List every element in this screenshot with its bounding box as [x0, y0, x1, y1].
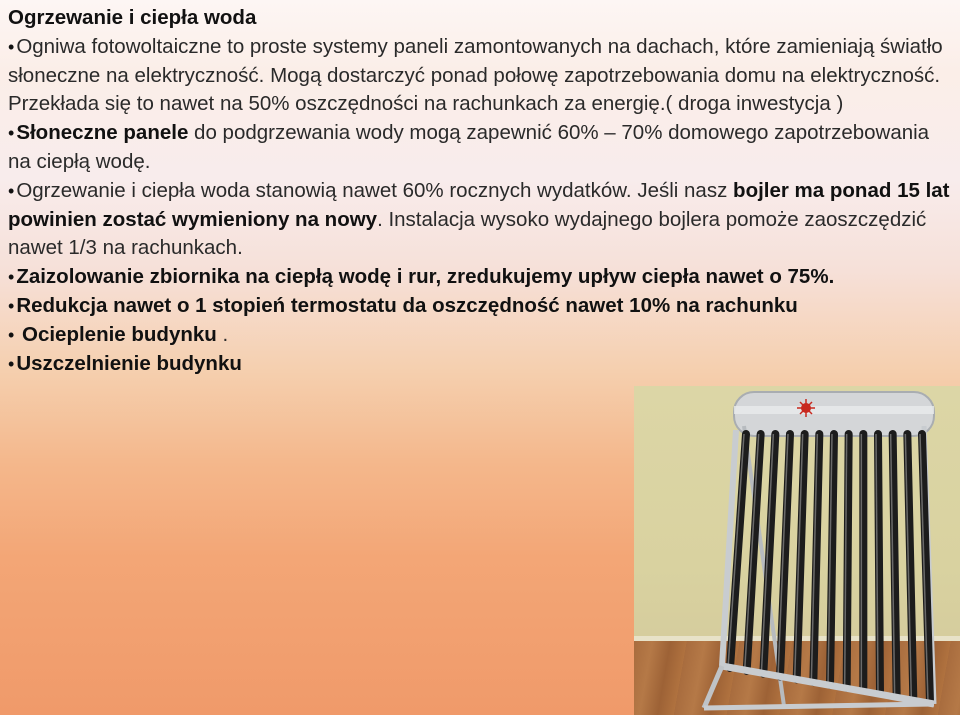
- vacuum-tube: [797, 434, 805, 679]
- bullet-icon: •: [8, 295, 15, 316]
- bullet-bold: Redukcja nawet o 1 stopień termostatu da oszczędność nawet 10% na rachunku: [16, 293, 798, 317]
- bullet-bold: Uszczelnienie budynku: [16, 351, 242, 375]
- bullet-solar-panels: [8, 119, 954, 177]
- bullet-bold: Zaizolowanie zbiornika na ciepłą wodę i rur, zredukujemy upływ ciepła nawet o 75%.: [16, 265, 835, 289]
- solar-water-heater-photo: [634, 386, 960, 715]
- solar-heater-illustration: [634, 386, 960, 715]
- bullet-icon: •: [8, 324, 15, 345]
- bullet-text: Ogniwa fotowoltaiczne to proste systemy paneli zamontowanych na dachach, które zamieniają światło słoneczne na elektryczność. Mogą dostarczyć ponad połowę zapotrzebowania domu na elektryczność. Przekłada się to nawet na 50% oszczędności na rachunkach za energię.( droga inwestycja ): [8, 34, 943, 116]
- bullet-heating: [8, 177, 954, 263]
- bullet-bold: Ocieplenie budynku: [16, 322, 217, 346]
- bullet-thermostat: [8, 292, 954, 321]
- bullet-icon: •: [8, 353, 15, 374]
- bullet-text: Ogrzewanie i ciepła woda stanowią nawet 60% rocznych wydatków. Jeśli nasz: [16, 178, 734, 202]
- vacuum-tube: [922, 434, 930, 702]
- bullet-icon: •: [8, 180, 15, 201]
- bullet-icon: •: [8, 36, 15, 57]
- slide-title: Ogrzewanie i ciepła woda: [8, 6, 257, 29]
- bullet-insulation-tank: [8, 263, 954, 292]
- bullet-text: .: [216, 322, 229, 346]
- base-rail: [704, 704, 934, 708]
- bullet-sealing: [8, 350, 954, 379]
- bullet-icon: •: [8, 267, 15, 288]
- slide-text: [8, 4, 954, 378]
- bullet-building-insulation: [8, 321, 954, 350]
- bullet-bold: bojler ma ponad 15 lat powinien zostać wymieniony na nowy: [8, 178, 950, 231]
- front-leg: [704, 666, 722, 708]
- vacuum-tubes: [728, 434, 930, 702]
- bullet-icon: •: [8, 123, 15, 144]
- bullet-photovoltaics: [8, 33, 954, 119]
- bullet-text-2: . Instalacja wysoko wydajnego bojlera pomoże zaoszczędzić nawet 1/3 na rachunkach.: [8, 207, 927, 260]
- bullet-bold: Słoneczne panele: [16, 121, 189, 145]
- bullet-text: do podgrzewania wody mogą zapewnić 60% – 70% domowego zapotrzebowania na ciepłą wodę.: [8, 121, 930, 173]
- vacuum-tube: [780, 434, 790, 677]
